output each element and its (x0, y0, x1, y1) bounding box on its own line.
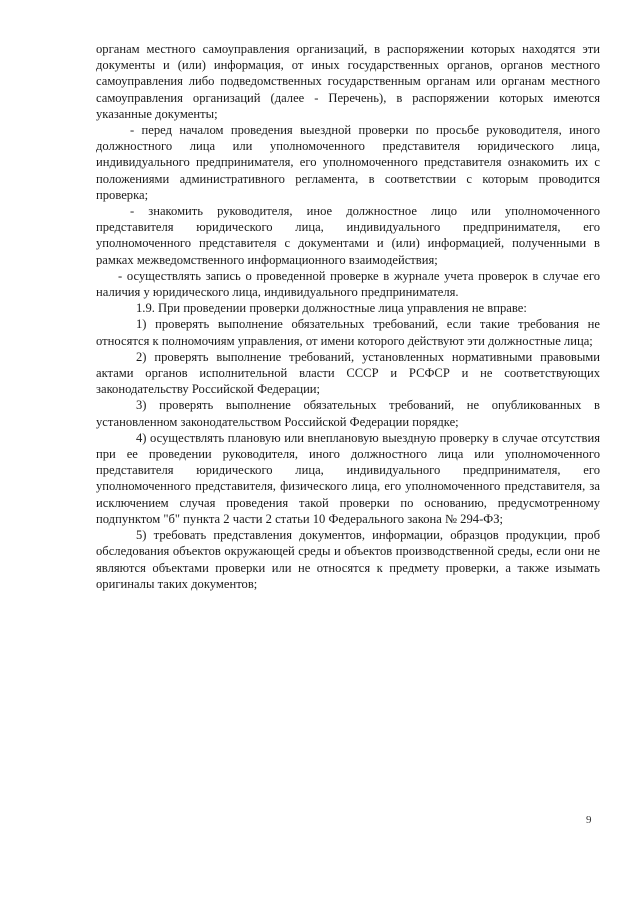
paragraph-journal-record: - осуществлять запись о проведенной проверке в журнале учета проверок в случае его наличия у юридического лица, индивидуального предпринимателя. (96, 268, 600, 300)
paragraph-item-2: 2) проверять выполнение требований, установленных нормативными правовыми актами органов исполнительной власти СССР и РСФСР и не соответствующих законодательству Российской Федерации; (96, 349, 600, 397)
paragraph-item-1: 1) проверять выполнение обязательных требований, если такие требования не относятся к полномочиям управления, от имени которого действуют эти должностные лица; (96, 317, 600, 348)
paragraph-familiarize-documents: - знакомить руководителя, иное должностное лицо или уполномоченного представителя юридического лица, индивидуального предпринимателя, его уполномоченного представителя с документами и (или) информацией, полученными в рамках межведомственного информационного взаимодействия; (96, 204, 600, 267)
document-body (96, 41, 600, 592)
paragraph-familiarize-regulation: - перед началом проведения выездной проверки по просьбе руководителя, иного должностного лица или уполномоченного представителя юридического лица, индивидуального предпринимателя, его уполномоченного представителя ознакомить их с положениями административного регламента, в соответствии с которым проводится проверка; (96, 123, 600, 202)
paragraph-item-5: 5) требовать представления документов, информации, образцов продукции, проб обследования объектов окружающей среды и объектов производственной среды, если они не являются объектами проверки или не относятся к предмету проверки, а также изымать оригиналы таких документов; (96, 528, 600, 591)
paragraph-continuation: органам местного самоуправления организаций, в распоряжении которых находятся эти документы и (или) информация, от иных государственных органов, органов местного самоуправления либо подведомственных государственным органам или органам местного самоуправления организаций (далее - Перечень), в распоряжении которых имеются указанные документы; (96, 42, 600, 121)
page-number: 9 (586, 814, 592, 826)
paragraph-item-4: 4) осуществлять плановую или внеплановую выездную проверку в случае отсутствия при ее проведении руководителя, иного должностного лица или уполномоченного представителя юридического лица, индивидуального предпринимателя, его уполномоченного представителя, физического лица, его уполномоченного представителя, за исключением случая проведения такой проверки по основанию, предусмотренному подпунктом "б" пункта 2 части 2 статьи 10 Федерального закона № 294-ФЗ; (96, 430, 600, 526)
paragraph-item-3: 3) проверять выполнение обязательных требований, не опубликованных в установленном законодательством Российской Федерации порядке; (96, 398, 600, 429)
paragraph-section-1-9: 1.9. При проведении проверки должностные лица управления не вправе: (136, 301, 527, 316)
